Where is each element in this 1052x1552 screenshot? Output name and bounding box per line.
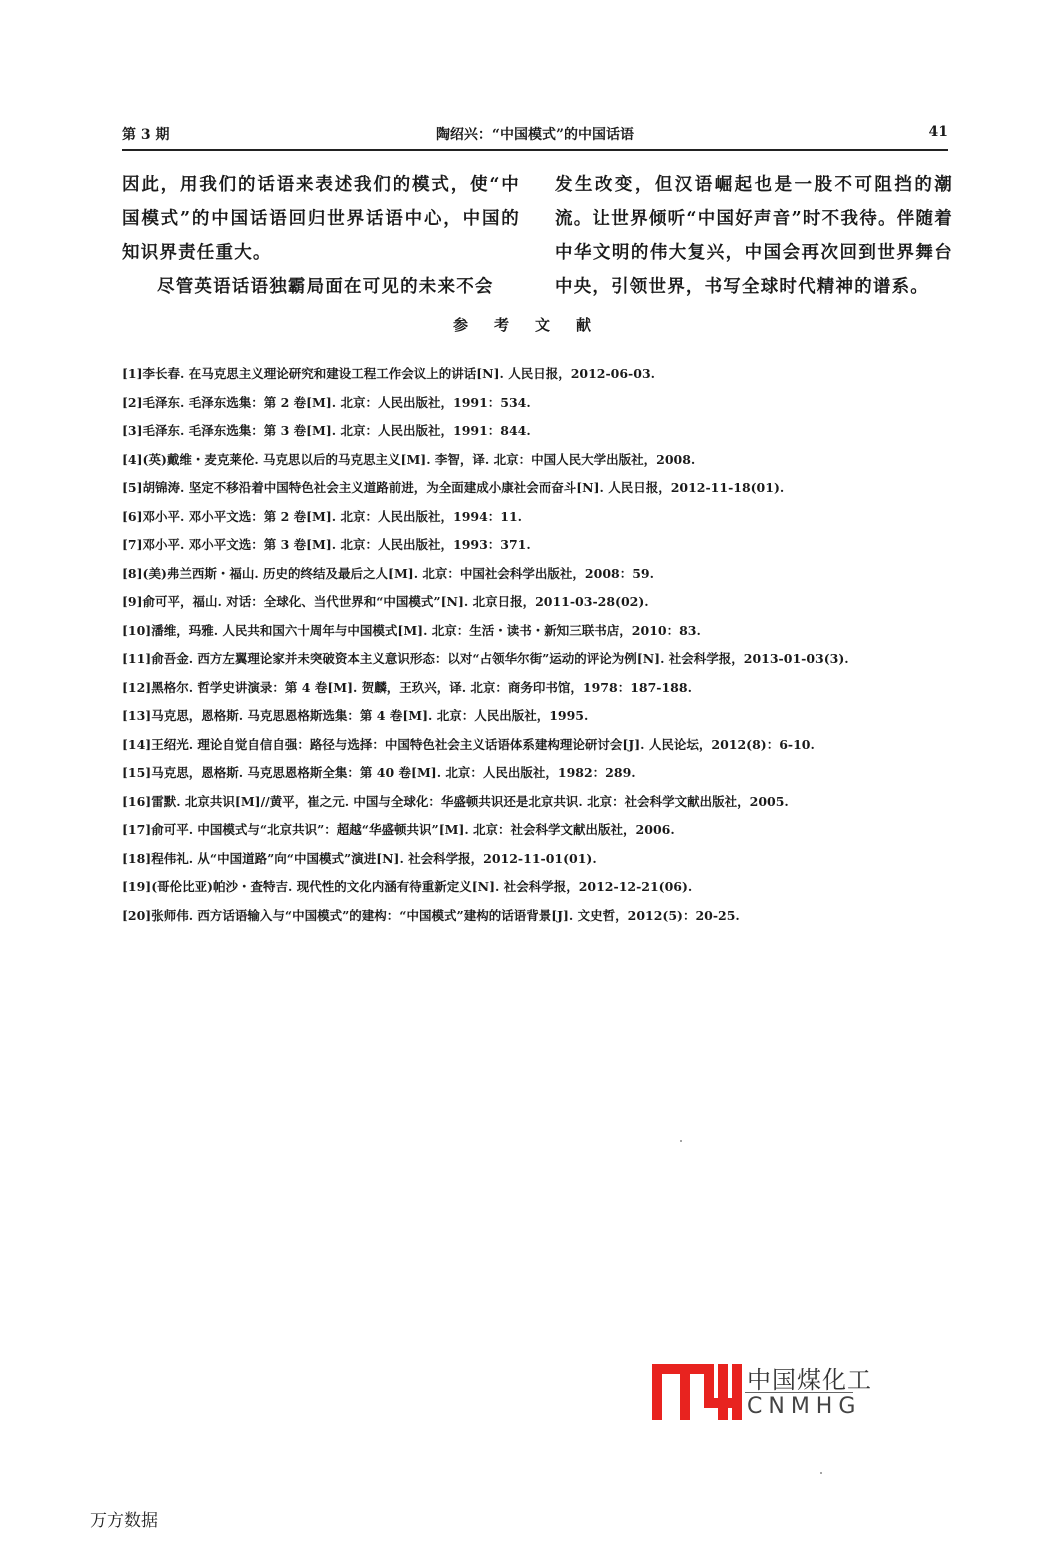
reference-item: [5]胡锦涛. 坚定不移沿着中国特色社会主义道路前进，为全面建成小康社会而奋斗[N]. 人民日报，2012-11-18(01). (122, 480, 785, 495)
reference-item: [19](哥伦比亚)帕沙・查特吉. 现代性的文化内涵有待重新定义[N]. 社会科学报，2012-12-21(06). (122, 879, 693, 894)
reference-item: [10]潘维，玛雅. 人民共和国六十周年与中国模式[M]. 北京：生活・读书・新知三联书店，2010：83. (122, 622, 701, 638)
issue-number: 第 3 期 (122, 127, 170, 143)
logo-divider (745, 1392, 853, 1393)
body-paragraph: 因此，用我们的话语来表述我们的模式，使“中国模式”的中国话语回归世界话语中心，中国的知识界责任重大。 (122, 175, 520, 263)
reference-item: [18]程伟礼. 从“中国道路”向“中国模式”演进[N]. 社会科学报，2012-11-01(01). (122, 850, 597, 866)
references-heading: 参考文献 (452, 316, 617, 334)
running-title: 陶绍兴：“中国模式”的中国话语 (435, 127, 635, 143)
reference-item: [4](英)戴维・麦克莱伦. 马克思以后的马克思主义[M]. 李智，译. 北京：中国人民大学出版社，2008. (122, 451, 696, 467)
scan-speck (820, 1472, 822, 1474)
reference-item: [14]王绍光. 理论自觉自信自强：路径与选择：中国特色社会主义话语体系建构理论研讨会[J]. 人民论坛，2012(8)：6-10. (122, 736, 815, 752)
reference-item: [15]马克思，恩格斯. 马克思恩格斯全集：第 40 卷[M]. 北京：人民出版社，1982：289. (122, 765, 636, 780)
reference-item: [2]毛泽东. 毛泽东选集：第 2 卷[M]. 北京：人民出版社，1991：534. (122, 394, 531, 410)
reference-item: [20]张师伟. 西方话语输入与“中国模式”的建构：“中国模式”建构的话语背景[J]. 文史哲，2012(5)：20-25. (122, 907, 740, 923)
reference-item: [8](美)弗兰西斯・福山. 历史的终结及最后之人[M]. 北京：中国社会科学出版社，2008：59. (122, 565, 654, 581)
body-paragraph: 尽管英语话语独霸局面在可见的未来不会 (157, 277, 494, 297)
logo-mark-shape (652, 1364, 742, 1420)
reference-item: [11]俞吾金. 西方左翼理论家并未突破资本主义意识形态：以对“占领华尔街”运动的评论为例[N]. 社会科学报，2013-01-03(3). (122, 651, 849, 666)
logo-english-text: CNMHG (747, 1394, 862, 1419)
body-column-left (122, 168, 520, 304)
body-paragraph: 发生改变，但汉语崛起也是一股不可阻挡的潮流。让世界倾听“中国好声音”时不我待。伴随着中华文明的伟大复兴，中国会再次回到世界舞台中央，引领世界，书写全球时代精神的谱系。 (555, 175, 953, 297)
logo-chinese-text: 中国煤化工 (747, 1366, 872, 1394)
reference-item: [6]邓小平. 邓小平文选：第 2 卷[M]. 北京：人民出版社，1994：11. (122, 508, 523, 524)
reference-item: [17]俞可平. 中国模式与“北京共识”：超越“华盛顿共识”[M]. 北京：社会科学文献出版社，2006. (122, 822, 675, 837)
source-footer: 万方数据 (90, 1511, 158, 1531)
reference-item: [3]毛泽东. 毛泽东选集：第 3 卷[M]. 北京：人民出版社，1991：844. (122, 423, 531, 438)
body-column-right (555, 168, 953, 304)
reference-item: [16]雷默. 北京共识[M]//黄平，崔之元. 中国与全球化：华盛顿共识还是北京共识. 北京：社会科学文献出版社，2005. (122, 793, 789, 809)
reference-item: [1]李长春. 在马克思主义理论研究和建设工程工作会议上的讲话[N]. 人民日报，2012-06-03. (122, 366, 655, 381)
reference-item: [13]马克思，恩格斯. 马克思恩格斯选集：第 4 卷[M]. 北京：人民出版社，1995. (122, 708, 589, 723)
reference-item: [12]黑格尔. 哲学史讲演录：第 4 卷[M]. 贺麟，王玖兴，译. 北京：商务印书馆，1978：187-188. (122, 679, 692, 695)
reference-item: [9]俞可平，福山. 对话：全球化、当代世界和“中国模式”[N]. 北京日报，2011-03-28(02). (122, 594, 649, 609)
running-header (122, 118, 948, 148)
page-number: 41 (928, 124, 948, 140)
header-rule (122, 149, 948, 151)
scan-speck (680, 1140, 682, 1142)
reference-list (122, 360, 952, 930)
reference-item: [7]邓小平. 邓小平文选：第 3 卷[M]. 北京：人民出版社，1993：371. (122, 537, 531, 552)
